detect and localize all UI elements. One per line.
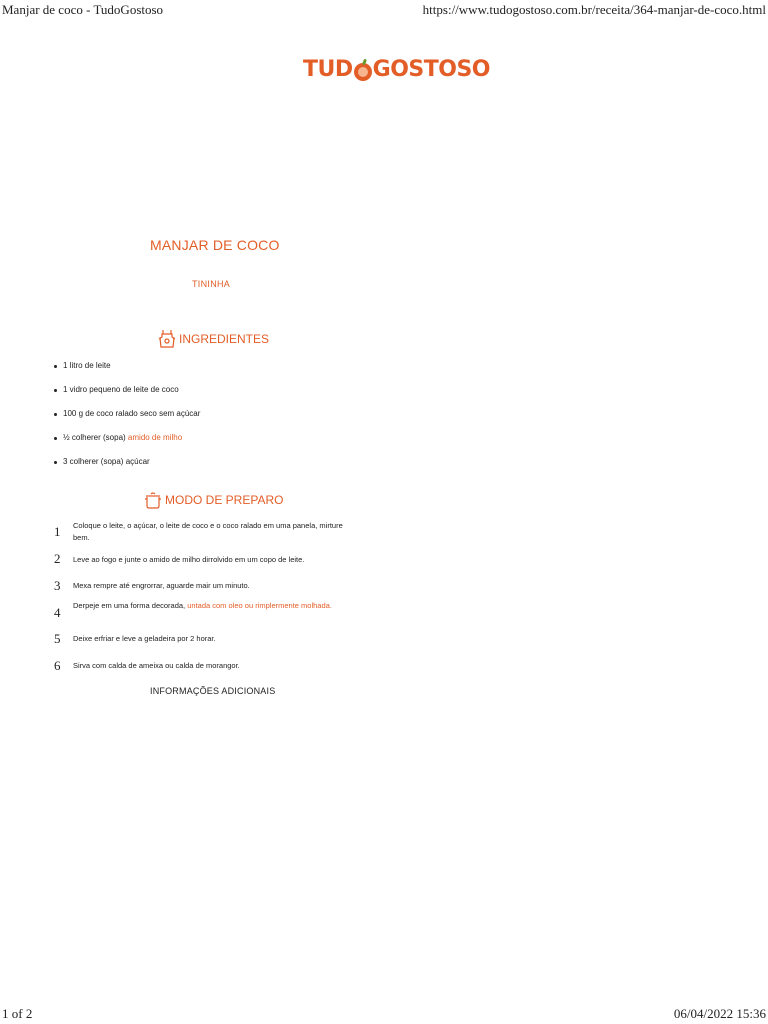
ingredient-text: 1 litro de leite <box>63 361 111 370</box>
ingredient-item <box>54 381 200 405</box>
step-text: Mexa rempre até engrorrar, aguarde mair um minuto. <box>73 581 250 590</box>
step-text-main: Derpeje em uma forma decorada, <box>73 601 188 610</box>
apron-icon <box>158 329 176 349</box>
ingredients-list <box>54 357 200 477</box>
ingredient-item <box>54 405 200 429</box>
ingredient-item <box>54 357 200 381</box>
ingredient-item <box>54 429 200 453</box>
pot-icon <box>144 491 162 509</box>
step-text: Leve ao fogo e junte o amido de milho dirrolvido em um copo de leite. <box>73 555 305 564</box>
print-datetime: 06/04/2022 15:36 <box>673 1006 766 1021</box>
page-count: 1 of 2 <box>2 1006 33 1021</box>
ingredients-heading <box>158 329 269 349</box>
site-logo[interactable] <box>303 55 490 83</box>
step-link[interactable]: untada com oleo ou rimplermente molhada. <box>187 601 332 610</box>
step-number: 2 <box>54 551 61 566</box>
ingredients-heading-label: INGREDIENTES <box>179 332 270 346</box>
step-number: 6 <box>54 658 61 673</box>
preparation-heading <box>144 491 283 509</box>
ingredient-text: 100 g de coco ralado seco sem açúcar <box>63 409 201 418</box>
step-text: Deixe erfriar e leve a geladeira por 2 horar. <box>73 634 216 643</box>
ingredient-link[interactable]: amido de milho <box>127 433 183 442</box>
step-text: Sirva com calda de ameixa ou calda de morangor. <box>73 661 240 670</box>
step-number: 4 <box>54 605 61 620</box>
step-text: Coloque o leite, o açúcar, o leite de coco e o coco ralado em uma panela, mirture bem. <box>73 521 343 542</box>
step-number: 1 <box>54 524 61 539</box>
step-number: 5 <box>54 631 61 646</box>
ingredient-text: 1 vidro pequeno de leite de coco <box>63 385 179 394</box>
additional-info-heading: INFORMAÇÕES ADICIONAIS <box>150 686 276 696</box>
step-number: 3 <box>54 578 61 593</box>
preparation-heading-label: MODO DE PREPARO <box>165 493 284 507</box>
logo-text-part2: GOSTOSO <box>372 56 491 82</box>
ingredient-item <box>54 453 200 477</box>
page-url: https://www.tudogostoso.com.br/receita/364-manjar-de-coco.html <box>422 2 766 17</box>
logo-text-part1: TUD <box>303 56 353 82</box>
coconut-logo-icon <box>354 63 372 81</box>
recipe-author-link[interactable]: TININHA <box>192 279 231 289</box>
ingredient-text: 3 colherer (sopa) açúcar <box>63 457 150 466</box>
recipe-title: MANJAR DE COCO <box>150 237 280 253</box>
ingredient-text: ½ colherer (sopa) <box>63 433 128 442</box>
page-title: Manjar de coco - TudoGostoso <box>2 2 164 17</box>
step-text <box>73 600 358 612</box>
